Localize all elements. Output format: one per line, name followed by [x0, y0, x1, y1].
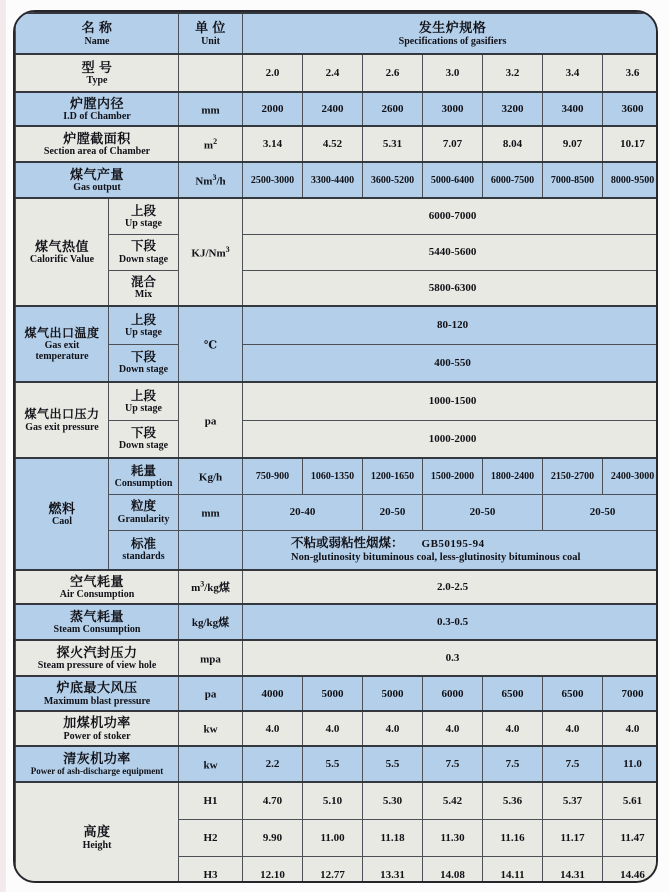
- value-cell: 3600: [603, 92, 658, 126]
- unit-cell: [179, 530, 243, 570]
- scan-edge-strip: [0, 0, 6, 892]
- unit-cell: [179, 570, 243, 604]
- value-cell: 2500-3000: [243, 162, 303, 198]
- value-cell: 7000-8500: [543, 162, 603, 198]
- row-label-zh: 探火汽封压力: [56, 644, 138, 660]
- category-label-en: Caol: [52, 516, 72, 528]
- unit-cell: [179, 604, 243, 640]
- sub-cell: [109, 234, 179, 270]
- height-label-cell: H2: [179, 819, 243, 856]
- sub-label-en: Down stage: [118, 364, 169, 376]
- row-label-en: Gas output: [73, 182, 121, 194]
- unit-base: pa: [204, 688, 217, 701]
- category-label-en: Height: [82, 840, 112, 852]
- unit-cell: [179, 306, 243, 382]
- row-viewhole-pressure: [16, 640, 659, 676]
- value-cell: 6000-7000: [243, 198, 658, 234]
- unit-base: KJ/Nm: [191, 247, 226, 260]
- value-cell: 20-40: [243, 494, 363, 530]
- category-cell: [16, 382, 109, 458]
- sub-label-en: Down stage: [118, 440, 169, 452]
- standards-cell: [243, 530, 658, 570]
- value-cell: 5.30: [363, 782, 423, 819]
- row-fuel-standards: [16, 530, 659, 570]
- sub-label-zh: 下段: [131, 239, 157, 254]
- value-cell: 5.5: [303, 746, 363, 782]
- value-cell: 3000: [423, 92, 483, 126]
- row-calorific-down: [16, 234, 659, 270]
- category-label-zh: 燃料: [48, 500, 76, 516]
- sub-cell: [109, 306, 179, 344]
- coal-type-zh: 不粘或弱粘性烟煤：: [291, 535, 404, 550]
- row-stoker-power: [16, 711, 659, 746]
- sub-label-zh: 耗量: [131, 463, 157, 478]
- value-cell: 7.07: [423, 126, 483, 162]
- value-cell: 11.17: [543, 819, 603, 856]
- row-blast-pressure: [16, 676, 659, 711]
- standards-line1: [291, 535, 658, 551]
- name-cell: [16, 54, 179, 92]
- unit-cell: [179, 711, 243, 746]
- sub-label-zh: 下段: [131, 350, 157, 365]
- value-cell: 7000: [603, 676, 658, 711]
- value-cell: 8.04: [483, 126, 543, 162]
- header-name-zh: 名 称: [81, 20, 113, 36]
- value-cell: 6000-7500: [483, 162, 543, 198]
- row-label-zh: 清灰机功率: [63, 751, 131, 767]
- value-cell: 14.46: [603, 856, 658, 883]
- sub-cell: [109, 530, 179, 570]
- value-cell: 4.70: [243, 782, 303, 819]
- value-cell: 3.2: [483, 54, 543, 92]
- header-name-en: Name: [84, 35, 110, 47]
- value-cell: 2.2: [243, 746, 303, 782]
- sub-label-zh: 标准: [131, 537, 157, 552]
- value-cell: 9.07: [543, 126, 603, 162]
- header-row: [16, 13, 659, 54]
- sub-label-zh: 上段: [131, 203, 157, 218]
- value-cell: 1000-2000: [243, 420, 658, 458]
- header-unit-cell: [179, 13, 243, 54]
- row-fuel-granularity: [16, 494, 659, 530]
- row-gas-output: [16, 162, 659, 198]
- sub-label-zh: 粒度: [131, 499, 157, 514]
- row-label-en: Section area of Chamber: [43, 146, 151, 158]
- header-name-cell: [16, 13, 179, 54]
- row-type: [16, 54, 659, 92]
- category-label-en: Gas exit temperature: [35, 340, 89, 363]
- value-cell: 6500: [543, 676, 603, 711]
- value-cell: 5.37: [543, 782, 603, 819]
- value-cell: 2.0: [243, 54, 303, 92]
- row-label-zh: 蒸气耗量: [70, 608, 125, 624]
- value-cell: 4.0: [483, 711, 543, 746]
- value-cell: 13.31: [363, 856, 423, 883]
- unit-base: kg/kg煤: [191, 617, 230, 629]
- row-air-consumption: [16, 570, 659, 604]
- sub-label-zh: 上段: [131, 388, 157, 403]
- row-steam-consumption: [16, 604, 659, 640]
- row-ash-power: [16, 746, 659, 782]
- name-cell: [16, 676, 179, 711]
- row-label-en: Maximum blast pressure: [43, 695, 151, 707]
- value-cell: 14.08: [423, 856, 483, 883]
- row-chamber-id: [16, 92, 659, 126]
- name-cell: [16, 604, 179, 640]
- unit-base: mpa: [200, 653, 221, 666]
- value-cell: 2400-3000: [603, 458, 658, 494]
- value-cell: 2000: [243, 92, 303, 126]
- sub-label-en: Up stage: [125, 217, 162, 229]
- unit-cell: [179, 746, 243, 782]
- value-cell: 9.90: [243, 819, 303, 856]
- header-unit-en: Unit: [201, 35, 220, 47]
- value-cell: 5000: [363, 676, 423, 711]
- sub-cell: [109, 458, 179, 494]
- value-cell: 0.3-0.5: [243, 604, 658, 640]
- unit-base: kw: [203, 759, 218, 772]
- header-spec-zh: 发生炉规格: [418, 20, 487, 36]
- value-cell: 12.77: [303, 856, 363, 883]
- value-cell: 7.5: [423, 746, 483, 782]
- name-cell: [16, 92, 179, 126]
- value-cell: 2.4: [303, 54, 363, 92]
- value-cell: 6500: [483, 676, 543, 711]
- category-label-zh: 煤气热值: [34, 238, 89, 254]
- value-cell: 3600-5200: [363, 162, 423, 198]
- height-label-cell: H3: [179, 856, 243, 883]
- value-cell: 3.0: [423, 54, 483, 92]
- value-cell: 5.10: [303, 782, 363, 819]
- value-cell: 5.5: [363, 746, 423, 782]
- sub-label-zh: 上段: [131, 312, 157, 327]
- sub-label-zh: 混合: [131, 275, 157, 290]
- sub-cell: [109, 344, 179, 382]
- name-cell: [16, 162, 179, 198]
- value-cell: 2.0-2.5: [243, 570, 658, 604]
- sub-label-en: Granularity: [117, 513, 170, 525]
- row-height-h1: [16, 782, 659, 819]
- name-cell: [16, 746, 179, 782]
- gasifier-spec-table-frame: [13, 10, 658, 883]
- value-cell: 20-50: [363, 494, 423, 530]
- value-cell: 1000-1500: [243, 382, 658, 420]
- value-cell: 5440-5600: [243, 234, 658, 270]
- standards-line2: Non-glutinosity bituminous coal, less-glutinosity bituminous coal: [291, 552, 581, 564]
- unit-base: Kg/h: [198, 471, 223, 484]
- value-cell: 3400: [543, 92, 603, 126]
- unit-base: mm: [201, 104, 220, 117]
- value-cell: 5.61: [603, 782, 658, 819]
- row-label-en: Type: [86, 75, 108, 87]
- unit-cell: [179, 676, 243, 711]
- value-cell: 7.5: [543, 746, 603, 782]
- header-spec-en: Specifications of gasifiers: [398, 35, 507, 47]
- row-exit-pressure-down: [16, 420, 659, 458]
- value-cell: 400-550: [243, 344, 658, 382]
- row-label-en: Air Consumption: [59, 589, 135, 601]
- sub-label-en: Up stage: [125, 402, 162, 414]
- value-cell: 8000-9500: [603, 162, 658, 198]
- unit-rest: /kg煤: [204, 582, 230, 594]
- unit-base: kw: [203, 723, 218, 736]
- sub-label-en: Mix: [134, 289, 153, 301]
- value-cell: 0.3: [243, 640, 658, 676]
- value-cell: 4.0: [243, 711, 303, 746]
- value-cell: 750-900: [243, 458, 303, 494]
- value-cell: 12.10: [243, 856, 303, 883]
- unit-cell: [179, 54, 243, 92]
- category-cell: [16, 198, 109, 306]
- row-exit-temp-down: [16, 344, 659, 382]
- category-cell: [16, 306, 109, 382]
- standard-code: GB50195-94: [421, 537, 485, 550]
- value-cell: 11.47: [603, 819, 658, 856]
- value-cell: 1200-1650: [363, 458, 423, 494]
- row-section-area: [16, 126, 659, 162]
- value-cell: 5.31: [363, 126, 423, 162]
- category-label-en: Calorific Value: [29, 254, 95, 266]
- category-label-zh: 煤气出口压力: [24, 407, 100, 422]
- value-cell: 80-120: [243, 306, 658, 344]
- value-cell: 1500-2000: [423, 458, 483, 494]
- row-fuel-consumption: [16, 458, 659, 494]
- unit-sup: 2: [213, 136, 218, 146]
- value-cell: 5000: [303, 676, 363, 711]
- row-calorific-mix: [16, 270, 659, 306]
- name-cell: [16, 640, 179, 676]
- unit-cell: [179, 640, 243, 676]
- row-label-zh: 空气耗量: [70, 573, 125, 589]
- value-cell: 3.4: [543, 54, 603, 92]
- value-cell: 20-50: [423, 494, 543, 530]
- row-exit-temp-up: [16, 306, 659, 344]
- unit-cell: [179, 494, 243, 530]
- value-cell: 7.5: [483, 746, 543, 782]
- value-cell: 10.17: [603, 126, 658, 162]
- sub-cell: [109, 270, 179, 306]
- value-cell: 11.0: [603, 746, 658, 782]
- sub-cell: [109, 420, 179, 458]
- unit-base: pa: [204, 415, 217, 428]
- row-label-en: Steam pressure of view hole: [37, 660, 157, 672]
- unit-cell: [179, 458, 243, 494]
- category-label-zh: 高度: [83, 824, 111, 840]
- value-cell: 3.14: [243, 126, 303, 162]
- sub-label-en: standards: [122, 551, 165, 563]
- sub-cell: [109, 382, 179, 420]
- name-cell: [16, 711, 179, 746]
- value-cell: 4.0: [543, 711, 603, 746]
- value-cell: 2600: [363, 92, 423, 126]
- value-cell: 2.6: [363, 54, 423, 92]
- row-label-en: Power of ash-discharge equipment: [30, 765, 164, 776]
- unit-cell: [179, 198, 243, 306]
- row-label-en: I.D of Chamber: [63, 111, 131, 123]
- sub-cell: [109, 494, 179, 530]
- gasifier-spec-table: [15, 12, 658, 883]
- value-cell: 4.0: [603, 711, 658, 746]
- unit-cell: [179, 126, 243, 162]
- value-cell: 5800-6300: [243, 270, 658, 306]
- value-cell: 2150-2700: [543, 458, 603, 494]
- category-cell: [16, 782, 179, 883]
- sub-label-en: Consumption: [114, 477, 173, 489]
- value-cell: 4000: [243, 676, 303, 711]
- category-cell: [16, 458, 109, 570]
- unit-base: Nm: [195, 175, 213, 188]
- row-label-zh: 炉膛内径: [70, 95, 125, 111]
- value-cell: 5000-6400: [423, 162, 483, 198]
- row-label-zh: 炉底最大风压: [56, 680, 138, 696]
- value-cell: 3300-4400: [303, 162, 363, 198]
- row-label-en: Steam Consumption: [53, 624, 141, 636]
- name-cell: [16, 570, 179, 604]
- unit-cell: [179, 162, 243, 198]
- unit-base: m: [203, 139, 214, 152]
- value-cell: 4.0: [303, 711, 363, 746]
- value-cell: 4.0: [363, 711, 423, 746]
- unit-base: m: [191, 582, 201, 594]
- unit-base: mm: [201, 507, 220, 520]
- sub-label-en: Down stage: [118, 253, 169, 265]
- row-label-en: Power of stoker: [63, 730, 131, 742]
- value-cell: 1800-2400: [483, 458, 543, 494]
- value-cell: 2400: [303, 92, 363, 126]
- value-cell: 14.11: [483, 856, 543, 883]
- category-label-zh: 煤气出口温度: [24, 325, 100, 340]
- row-label-zh: 加煤机功率: [63, 715, 131, 731]
- value-cell: 11.00: [303, 819, 363, 856]
- value-cell: 5.36: [483, 782, 543, 819]
- unit-rest: /h: [216, 175, 226, 188]
- unit-cell: [179, 382, 243, 458]
- unit-sup: 3: [200, 579, 205, 589]
- sub-label-en: Up stage: [125, 326, 162, 338]
- row-exit-pressure-up: [16, 382, 659, 420]
- row-label-zh: 煤气产量: [70, 166, 125, 182]
- header-spec-cell: [243, 13, 658, 54]
- value-cell: 11.16: [483, 819, 543, 856]
- value-cell: 20-50: [543, 494, 658, 530]
- sub-cell: [109, 198, 179, 234]
- value-cell: 11.18: [363, 819, 423, 856]
- value-cell: 4.0: [423, 711, 483, 746]
- value-cell: 3.6: [603, 54, 658, 92]
- row-label-zh: 炉膛截面积: [63, 130, 131, 146]
- value-cell: 3200: [483, 92, 543, 126]
- header-unit-zh: 单 位: [195, 20, 226, 36]
- row-label-zh: 型 号: [81, 59, 113, 75]
- value-cell: 1060-1350: [303, 458, 363, 494]
- height-label-cell: H1: [179, 782, 243, 819]
- sub-label-zh: 下段: [131, 426, 157, 441]
- unit-sup: 3: [212, 172, 217, 182]
- unit-sup: 3: [225, 244, 230, 254]
- value-cell: 5.42: [423, 782, 483, 819]
- row-calorific-up: [16, 198, 659, 234]
- value-cell: 11.30: [423, 819, 483, 856]
- unit-base: ℃: [203, 339, 218, 352]
- value-cell: 6000: [423, 676, 483, 711]
- name-cell: [16, 126, 179, 162]
- value-cell: 4.52: [303, 126, 363, 162]
- value-cell: 14.31: [543, 856, 603, 883]
- unit-cell: [179, 92, 243, 126]
- category-label-en: Gas exit pressure: [25, 421, 99, 433]
